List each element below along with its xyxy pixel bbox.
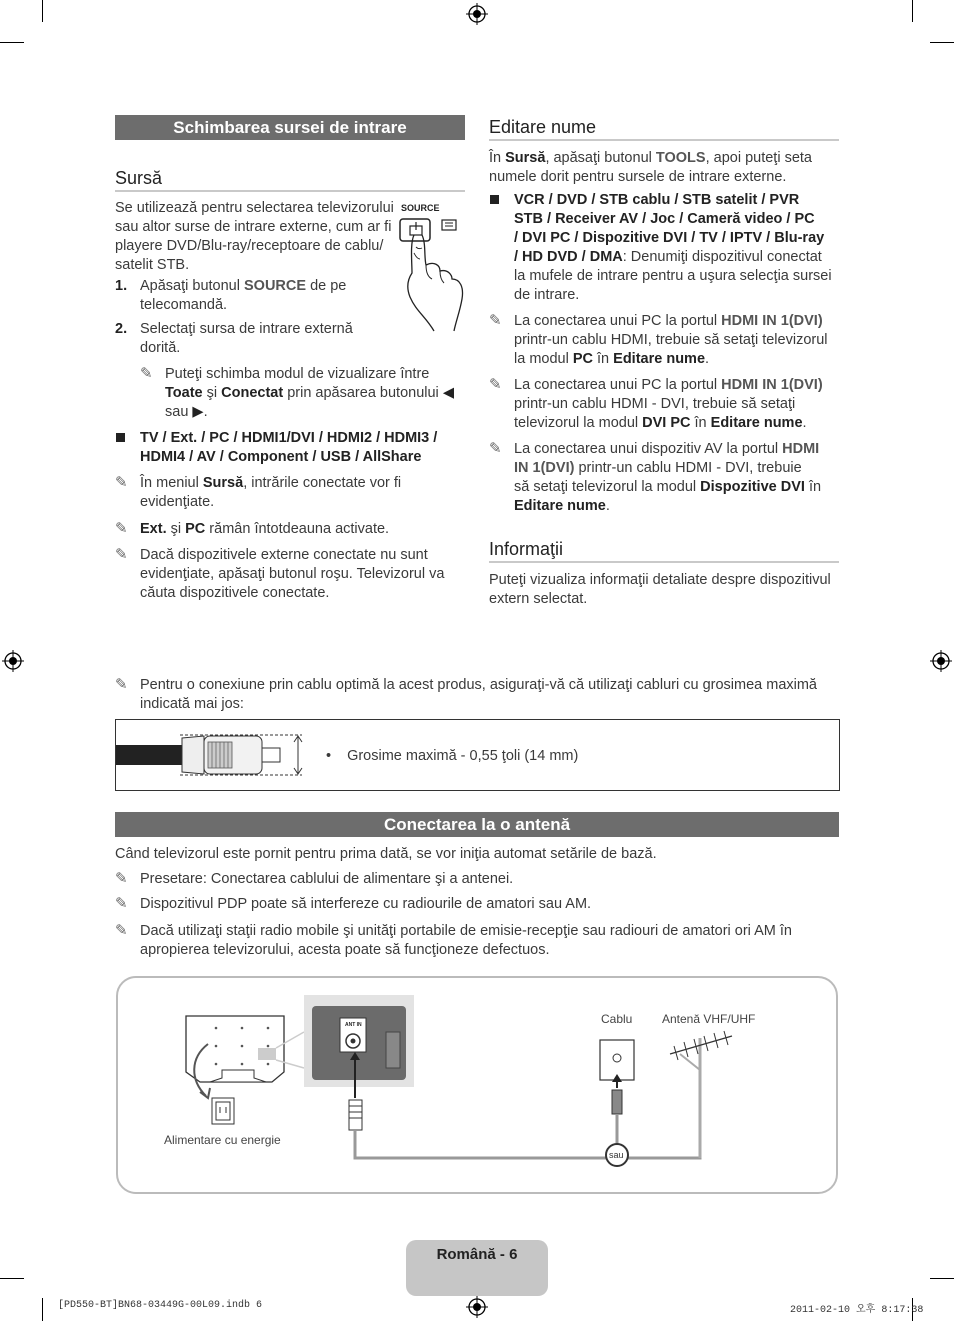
step-1: Apăsaţi butonul SOURCE de pe telecomandă. (140, 278, 347, 313)
step-2: Selectaţi sursa de intrare externă dorită. (140, 321, 353, 356)
label-or: sau (609, 1150, 624, 1160)
crop-mark (0, 42, 24, 43)
crop-mark (42, 1298, 43, 1321)
note-pencil-icon: ✎ (115, 546, 128, 563)
cable-max-thickness: • Grosime maximă - 0,55 ţoli (14 mm) (326, 748, 579, 764)
edit-name-intro: În Sursă, apăsaţi butonul TOOLS, apoi puteţi seta numele dorit pentru sursele de intrare externe. (489, 150, 812, 185)
print-file-info: [PD550-BT]BN68-03449G-00L09.indb 6 (58, 1300, 263, 1311)
antenna-cable-icon (340, 1030, 740, 1172)
registration-mark-icon (2, 650, 24, 672)
label-cable: Cablu (601, 1012, 633, 1026)
hand-remote-icon (396, 213, 466, 333)
note-pencil-icon: ✎ (115, 870, 128, 887)
note-pdp: Dispozitivul PDP poate să interfereze cu radiourile de amatori sau AM. (140, 896, 592, 912)
note-pencil-icon: ✎ (115, 922, 128, 939)
note-preset: Presetare: Conectarea cablului de alimentare şi a antenei. (140, 871, 514, 887)
note-always-active: Ext. şi PC rămân întotdeauna activate. (140, 521, 390, 537)
note-pc-dvi: La conectarea unui PC la portul HDMI IN 1(DVI) printr-un cablu HDMI - DVI, trebuie să setaţi televizorul la modul DVI PC în Editare nume. (514, 377, 823, 431)
antenna-intro: Când televizorul este pornit pentru prima dată, se vor iniţia automat setările de bază. (115, 846, 657, 862)
heading-edit-name: Editare nume (489, 117, 597, 137)
registration-mark-icon (930, 650, 952, 672)
note-pc-hdmi: La conectarea unui PC la portul HDMI IN 1(DVI) printr-un cablu HDMI, trebuie să setaţi televizorul la modul PC în Editare nume. (514, 313, 828, 367)
note-red-button: Dacă dispozitivele externe conectate nu sunt evidenţiate, apăsaţi butonul roşu. Televizorul va căuta dispozitivele conectate. (140, 547, 445, 601)
crop-mark (930, 42, 954, 43)
ant-in-label: ANT IN (345, 1022, 362, 1028)
label-antenna: Antenă VHF/UHF (662, 1012, 756, 1026)
registration-mark-icon (466, 3, 488, 25)
source-intro: Se utilizează pentru selectarea televizorului sau altor surse de intrare externe, cum ar fi playere DVD/Blu-ray/receptoare de cablu/ satelit STB. (115, 200, 394, 273)
crop-mark (42, 0, 43, 22)
page-number: Română - 6 (406, 1240, 548, 1296)
right-arrow-icon: ▶ (192, 404, 204, 420)
note-pencil-icon: ✎ (489, 312, 502, 329)
note-view-mode: Puteţi schimba modul de vizualizare între Toate şi Conectat prin apăsarea butonului ◀ sau ▶. (165, 366, 454, 420)
section-title-antenna: Conectarea la o antenă (115, 812, 839, 837)
step-number: 2. (115, 321, 128, 337)
cable-note: Pentru o conexiune prin cablu optimă la acest produs, asiguraţi-vă că utilizaţi cabluri cu grosimea maximă indicată mai jos: (140, 677, 817, 712)
note-pencil-icon: ✎ (489, 440, 502, 457)
list-bullet (490, 195, 499, 204)
note-pencil-icon: ✎ (115, 676, 128, 693)
note-pencil-icon: ✎ (115, 895, 128, 912)
note-av-dvi: La conectarea unui dispozitiv AV la portul HDMI IN 1(DVI) printr-un cablu HDMI - DVI, trebuie să setaţi televizorul la modul Dispozitive DVI în Editare nume. (514, 441, 822, 514)
left-arrow-icon: ◀ (442, 385, 454, 401)
note-highlighted: În meniul Sursă, intrările conectate vor fi evidenţiate. (140, 475, 402, 510)
device-list: VCR / DVD / STB cablu / STB satelit / PVR STB / Receiver AV / Joc / Cameră video / PC / DVI PC / Dispozitive DVI / TV / IPTV / Blu-ray / HD DVD / DMA: Denumiţi dispozitivul conectat la mufele de intrare pentru a uşura selecţia sursei de intrare. (514, 192, 832, 303)
note-radio: Dacă utilizaţi staţii radio mobile şi unităţi portabile de emisie-recepţie sau radiouri de amatori ori AM în apropierea televizorului, acesta poate să funcţioneze defectuos. (140, 923, 792, 958)
note-pencil-icon: ✎ (489, 376, 502, 393)
heading-information: Informaţii (489, 539, 564, 559)
divider (489, 561, 839, 563)
cable-plug-icon (116, 732, 306, 778)
note-pencil-icon: ✎ (115, 520, 128, 537)
note-pencil-icon: ✎ (140, 365, 153, 382)
crop-mark (0, 1278, 24, 1279)
heading-source: Sursă (115, 168, 163, 188)
list-bullet (116, 433, 125, 442)
divider (489, 139, 839, 141)
section-title-input-source: Schimbarea sursei de intrare (115, 115, 465, 140)
crop-mark (912, 0, 913, 22)
source-button-label: SOURCE (401, 203, 440, 213)
label-power: Alimentare cu energie (164, 1133, 281, 1147)
source-list: TV / Ext. / PC / HDMI1/DVI / HDMI2 / HDMI3 / HDMI4 / AV / Component / USB / AllShare (140, 430, 438, 465)
information-text: Puteţi vizualiza informaţii detaliate despre dispozitivul extern selectat. (489, 572, 831, 607)
step-number: 1. (115, 278, 128, 294)
note-pencil-icon: ✎ (115, 474, 128, 491)
print-date-info: 2011-02-10 오후 8:17:38 (790, 1305, 924, 1316)
divider (115, 190, 465, 192)
crop-mark (930, 1278, 954, 1279)
registration-mark-icon (466, 1296, 488, 1318)
